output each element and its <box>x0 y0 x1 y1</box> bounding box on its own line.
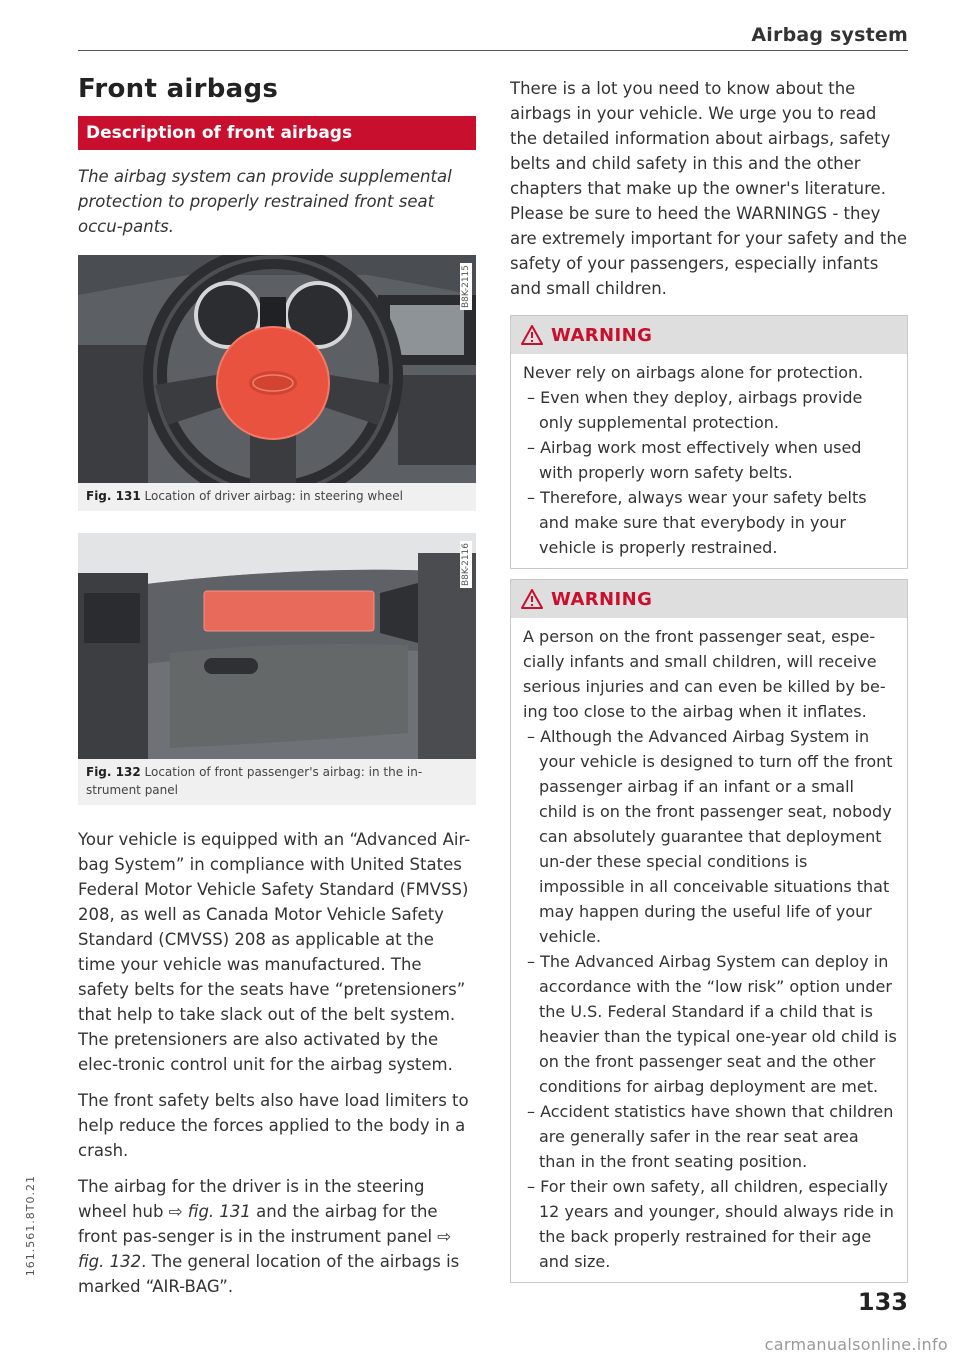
list-item: – Even when they deploy, airbags provide only supplemental protection. <box>523 385 897 435</box>
instrument-panel-illustration <box>78 533 476 759</box>
warning-triangle-icon <box>521 325 543 345</box>
warning-lead: A person on the front passenger seat, espe-cially infants and small children, will receive serious injuries and can even be killed by be-ing too close to the airbag when it inflates. <box>523 627 886 721</box>
right-column <box>510 76 908 1293</box>
list-item: – The Advanced Airbag System can deploy in accordance with the “low risk” option under the U.S. Federal Standard if a child that is heavier than the typical one-year old child is on the front passenger seat and the other conditions for airbag deployment are met. <box>523 949 897 1099</box>
list-item: – Although the Advanced Airbag System in your vehicle is designed to turn off the front passenger airbag if an infant or a small child is on the front passenger seat, nobody can absolutely guarantee that deployment un-der these special conditions is impossible in all conceivable situations that may happen during the useful life of your vehicle. <box>523 724 897 949</box>
warning-body <box>511 354 907 568</box>
intro-text: The airbag system can provide supplemental protection to properly restrained front seat occu-pants. <box>78 167 452 236</box>
body-paragraph: The front safety belts also have load limiters to help reduce the forces applied to the body in a crash. <box>78 1091 469 1160</box>
figure-132-image <box>78 533 476 759</box>
figure-code: B8K-2116 <box>461 543 471 587</box>
watermark: carmanualsonline.info <box>764 1335 948 1354</box>
warning-title: WARNING <box>551 324 653 346</box>
list-item: – Accident statistics have shown that children are generally safer in the rear seat area than in the front seating position. <box>523 1099 897 1174</box>
figure-caption-text: Location of front passenger's airbag: in the in-strument panel <box>86 765 423 797</box>
body-paragraph: Your vehicle is equipped with an “Advanced Air-bag System” in compliance with United States Federal Motor Vehicle Safety Standard (FMVSS) 208, as well as Canada Motor Vehicle Safety Standard (CMVSS) 208 as applicable at the time your vehicle was manufactured. The safety belts for the seats have “pretensioners” that help to take slack out of the belt system. The pretensioners are also activated by the elec-tronic control unit for the airbag system. <box>78 830 471 1074</box>
warning-header <box>511 316 907 354</box>
document-code: 161.561.8T0.21 <box>24 1175 37 1277</box>
section-title: Airbag system <box>751 24 908 46</box>
figure-131-image <box>78 255 476 483</box>
figure-131-caption <box>78 483 476 511</box>
warning-header <box>511 580 907 618</box>
body-paragraph <box>78 1174 476 1299</box>
figure-code: B8K-2115 <box>461 265 471 309</box>
list-item: – Airbag work most effectively when used with properly worn safety belts. <box>523 435 897 485</box>
steering-wheel-illustration <box>78 255 476 483</box>
left-column <box>78 74 476 1310</box>
list-item: – Therefore, always wear your safety belts and make sure that everybody in your vehicle is properly restrained. <box>523 485 897 560</box>
figure-reference-link[interactable]: ⇨ fig. 132 <box>78 1227 452 1271</box>
figure-reference-link[interactable]: ⇨ fig. 131 <box>168 1202 251 1221</box>
warning-triangle-icon <box>521 589 543 609</box>
text-run: . The general location of the airbags is marked “AIR-BAG”. <box>78 1252 460 1296</box>
figure-132-caption <box>78 759 476 805</box>
page-heading: Front airbags <box>78 74 279 104</box>
warning-box <box>510 315 908 569</box>
warning-list <box>523 724 897 1274</box>
warning-box <box>510 579 908 1283</box>
warning-list <box>523 385 897 560</box>
list-item: – For their own safety, all children, especially 12 years and younger, should always ride in the back properly restrained for their age and size. <box>523 1174 897 1274</box>
body-paragraph: There is a lot you need to know about the airbags in your vehicle. We urge you to read the detailed information about airbags, safety belts and child safety in this and the other chapters that make up the owner's literature. Please be sure to heed the WARNINGS - they are extremely important for your safety and the safety of your passengers, especially infants and small children. <box>510 79 907 298</box>
subheading-bar: Description of front airbags <box>78 116 476 150</box>
warning-body <box>511 618 907 1282</box>
figure-label: Fig. 131 <box>86 489 141 503</box>
figure-caption-text: Location of driver airbag: in steering wheel <box>144 489 403 503</box>
text-run: The airbag for the driver is in the steering wheel hub <box>78 1177 425 1221</box>
text-run: and the airbag for the front pas-senger is in the instrument panel <box>78 1202 438 1246</box>
warning-lead: Never rely on airbags alone for protection. <box>523 363 864 382</box>
figure-label: Fig. 132 <box>86 765 141 779</box>
warning-title: WARNING <box>551 588 653 610</box>
page-number: 133 <box>857 1288 908 1316</box>
header-rule <box>78 50 908 51</box>
